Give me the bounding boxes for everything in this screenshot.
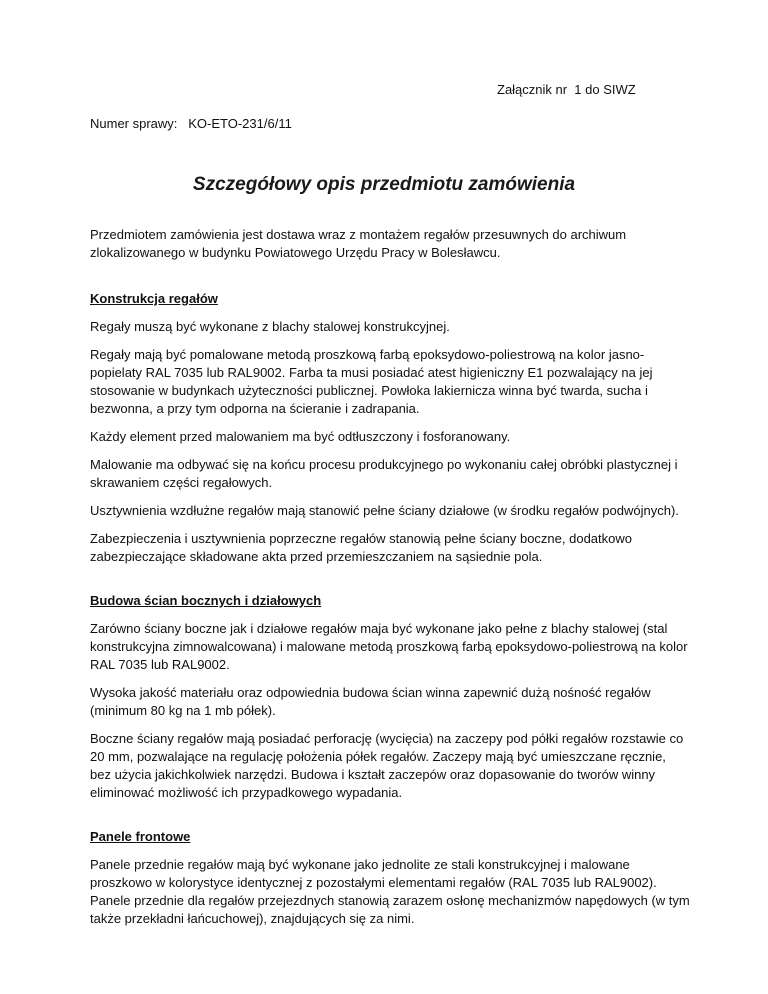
- case-number: Numer sprawy: KO-ETO-231/6/11: [90, 116, 292, 131]
- paragraph: Wysoka jakość materiału oraz odpowiednia budowa ścian winna zapewnić dużą nośność regałów (minimum 80 kg na 1 mb półek).: [90, 685, 651, 718]
- paragraph: Usztywnienia wzdłużne regałów mają stanowić pełne ściany działowe (w środku regałów podwójnych).: [90, 503, 679, 518]
- section-heading: Panele frontowe: [90, 829, 191, 844]
- document-title: Szczegółowy opis przedmiotu zamówienia: [192, 174, 576, 195]
- paragraph: Regały muszą być wykonane z blachy stalowej konstrukcyjnej.: [90, 319, 450, 334]
- paragraph: Malowanie ma odbywać się na końcu procesu produkcyjnego po wykonaniu całej obróbki plastycznej i skrawaniem części regałowych.: [90, 457, 678, 490]
- paragraph: Panele przednie regałów mają być wykonane jako jednolite ze stali konstrukcyjnej i malowane proszkowo w kolorystyce identycznej z pozostałymi elementami regałów (RAL 7035 lub RAL9002). Panele przednie dla regałów przejezdnych stanowią zarazem osłonę mechanizmów napędowych (w tym także przekładni łańcuchowej), znajdujących się za nimi.: [90, 857, 690, 926]
- intro-paragraph: Przedmiotem zamówienia jest dostawa wraz z montażem regałów przesuwnych do archiwum zlokalizowanego w budynku Powiatowego Urzędu Pracy w Bolesławcu.: [90, 227, 627, 260]
- attachment-label: Załącznik nr 1 do SIWZ: [497, 82, 636, 97]
- section-construction: [90, 290, 690, 566]
- paragraph: Każdy element przed malowaniem ma być odtłuszczony i fosforanowany.: [90, 429, 511, 444]
- section-front-panels: [90, 828, 690, 928]
- document-body: [90, 226, 690, 938]
- paragraph: Boczne ściany regałów mają posiadać perforację (wycięcia) na zaczepy pod półki regałów rozstawie co 20 mm, pozwalające na regulację położenia półek regałów. Zaczepy mają być umieszczane ręcznie, bez użycia jakichkolwiek narzędzi. Budowa i kształt zaczepów oraz dopasowanie do tworów winny eliminować możliwość ich przypadkowego wypadania.: [90, 731, 684, 800]
- section-heading: Budowa ścian bocznych i działowych: [90, 593, 322, 608]
- paragraph: Regały mają być pomalowane metodą proszkową farbą epoksydowo-poliestrową na kolor jasno-popielaty RAL 7035 lub RAL9002. Farba ta musi posiadać atest higieniczny E1 pozwalający na jej stosowanie w budynkach użyteczności publicznej. Powłoka lakiernicza winna być twarda, sucha i bezwonna, a przy tym odporna na ścieranie i zadrapania.: [90, 347, 653, 416]
- paragraph: Zabezpieczenia i usztywnienia poprzeczne regałów stanowią pełne ściany boczne, dodatkowo zabezpieczające składowane akta przed przemieszczaniem na sąsiednie pola.: [90, 531, 632, 564]
- section-heading: Konstrukcja regałów: [90, 291, 218, 306]
- section-walls: [90, 592, 690, 802]
- paragraph: Zarówno ściany boczne jak i działowe regałów maja być wykonane jako pełne z blachy stalowej (stal konstrukcyjna zimnowalcowana) i malowane metodą proszkową farbą epoksydowo-poliestrową na kolor RAL 7035 lub RAL9002.: [90, 621, 688, 672]
